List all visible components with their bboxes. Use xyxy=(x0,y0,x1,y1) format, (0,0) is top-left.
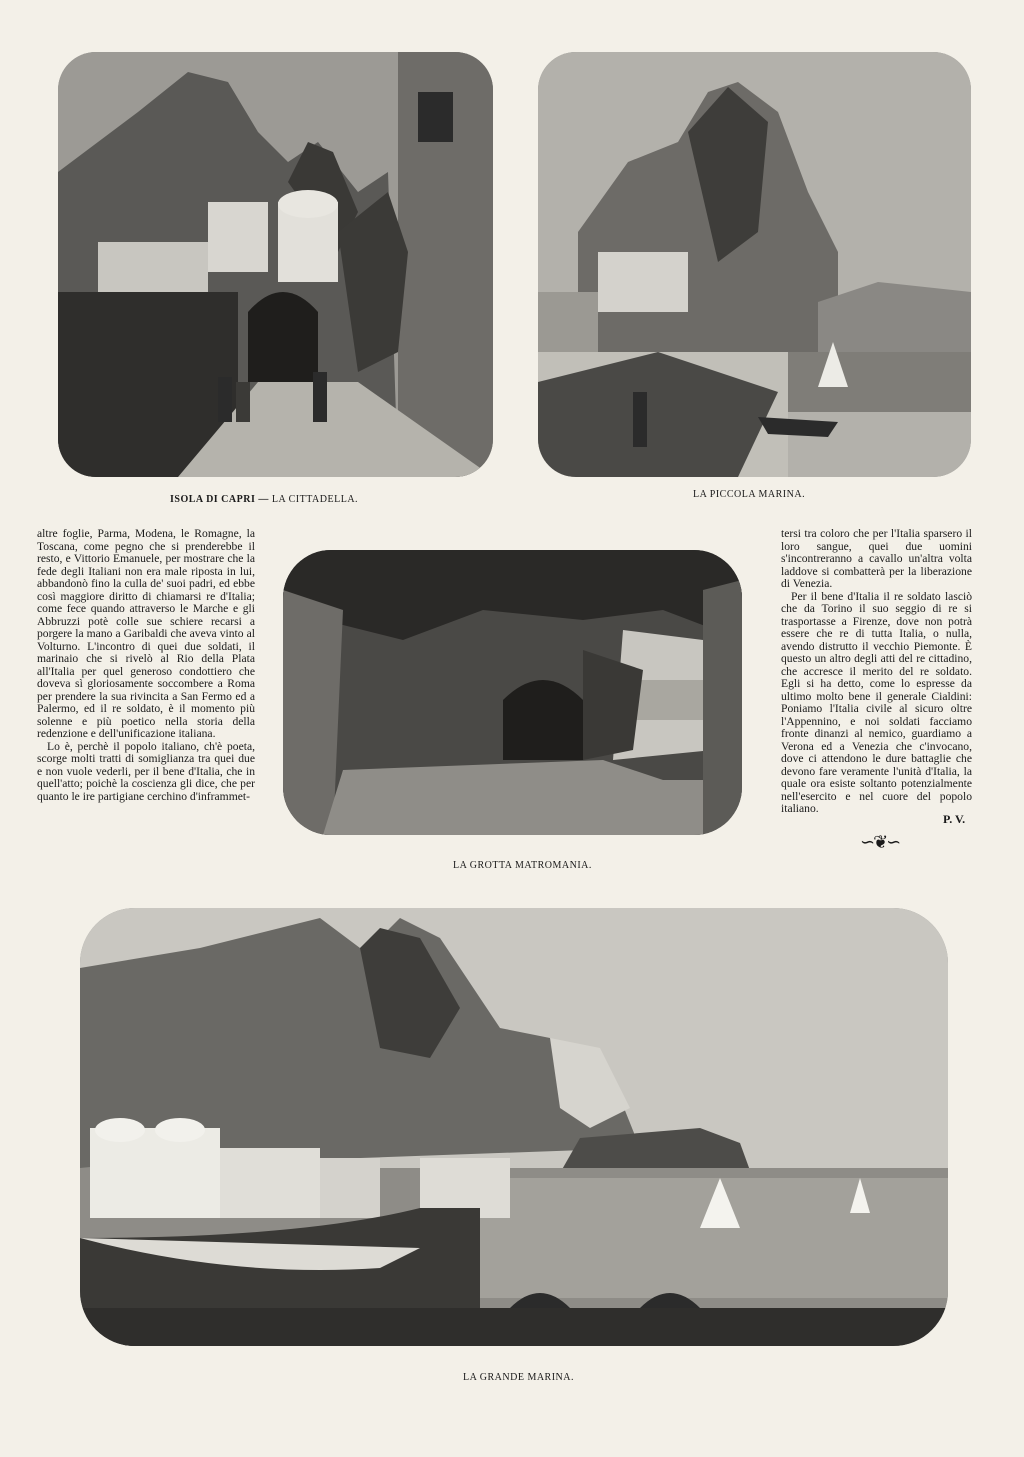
grande-marina-engraving xyxy=(80,908,948,1346)
right-text-column xyxy=(781,528,972,816)
right-paragraph-1: tersi tra coloro che per l'Italia sparsero il loro sangue, quei due uomini s'incontreranno a cavallo un'altra volta laddove si combatterà per la liberazione di Venezia. xyxy=(781,527,972,590)
piccola-marina-caption: LA PICCOLA MARINA. xyxy=(693,489,806,500)
cittadella-caption xyxy=(170,494,358,505)
grotta-caption: LA GROTTA MATROMANIA. xyxy=(453,860,592,871)
right-paragraph-2: Per il bene d'Italia il re soldato lasciò che da Torino il suo seggio di re si trasportasse a Firenze, dove non potrà essere che re di tutta Italia, o nulla, avendo distrutto il vecchio Piemonte. È questo un altro degli atti del re cittadino, che accresce il merito del re soldato. Egli si ha detto, come lo espresse da ultimo molto bene il generale Cialdini: Poniamo l'Italia civile al sicuro oltre l'Appennino, e noi soldati facciamo fronte dinanzi al nemico, guardiamo a Verona ed a Venezia che c'invocano, dove ci attendono le dure battaglie che devono fare veramente l'unità d'Italia, la quale ora esiste soltanto potenzialmente nell'esercito e nel cuore del popolo italiano. xyxy=(781,589,972,815)
cittadella-caption-prefix: ISOLA DI CAPRI — xyxy=(170,494,269,505)
left-text-column xyxy=(37,528,255,803)
author-signature: P. V. xyxy=(943,812,966,826)
left-paragraph-1: altre foglie, Parma, Modena, le Romagne, la Toscana, come pegno che si prenderebbe il resto, e Vittorio Emanuele, per mostrare che la fede degli Italiani non era male riposta in lui, abbandonò fino la culla de' suoi padri, ed ebbe così maggiore diritto di chiamarsi re d'Italia; come fece quando attraverso le Marche e gli Abbruzzi potè colle sue schiere recarsi a porgere la mano a Garibaldi che aveva vinto al Volturno. L'incontro di quei due soldati, il marinaio che si rivelò al Rio della Plata all'Italia per quel generoso condottiero che doveva sì gloriosamente soccombere a Roma per prendere la sua rivincita a San Fermo ed a Palermo, ed il re soldato, è il momento più solenne e più poetico nella storia della redenzione e dell'unificazione italiana. xyxy=(37,527,255,740)
cittadella-caption-title: LA CITTADELLA. xyxy=(271,494,359,505)
cittadella-engraving xyxy=(58,52,493,477)
decorative-ornament-icon: ∽❦∽ xyxy=(860,832,900,852)
left-paragraph-2: Lo è, perchè il popolo italiano, ch'è poeta, scorge molti tratti di somiglianza tra quei due e non vuole vederli, per il bene d'Italia, che in quell'atto; poichè la coscienza gli dice, che per quanto le ire partigiane cerchino d'inframmet- xyxy=(37,739,255,803)
grotta-engraving xyxy=(283,550,742,835)
grande-marina-caption: LA GRANDE MARINA. xyxy=(463,1372,574,1383)
piccola-marina-engraving xyxy=(538,52,971,477)
